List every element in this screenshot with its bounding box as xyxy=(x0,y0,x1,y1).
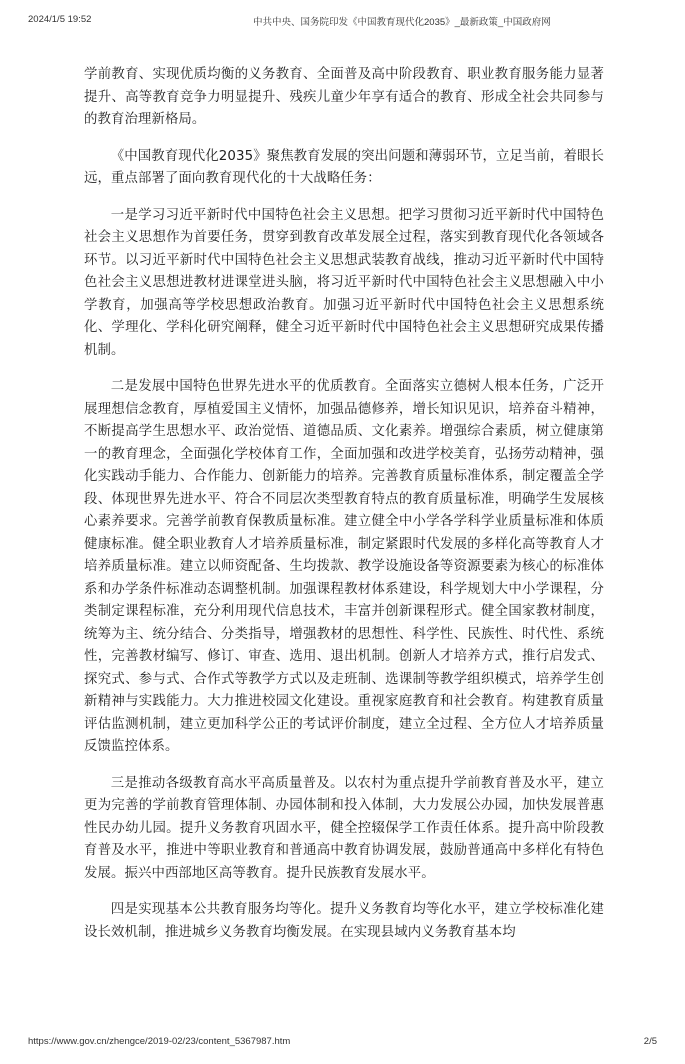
page-number: 2/5 xyxy=(643,1036,657,1047)
print-datetime: 2024/1/5 19:52 xyxy=(28,14,92,25)
paragraph-task-1: 一是学习习近平新时代中国特色社会主义思想。把学习贯彻习近平新时代中国特色社会主义思想作为首要任务，贯穿到教育改革发展全过程，落实到教育现代化各领域各环节。以习近平新时代中国特色社会主义思想武装教育战线，推动习近平新时代中国特色社会主义思想进教材进课堂进头脑，将习近平新时代中国特色社会主义思想融入中小学教育，加强高等学校思想政治教育。加强习近平新时代中国特色社会主义思想系统化、学理化、学科化研究阐释，健全习近平新时代中国特色社会主义思想研究成果传播机制。 xyxy=(84,207,604,358)
print-page-title: 中共中央、国务院印发《中国教育现代化2035》_最新政策_中国政府网 xyxy=(253,17,551,28)
paragraph-continuation: 学前教育、实现优质均衡的义务教育、全面普及高中阶段教育、职业教育服务能力显著提升、高等教育竞争力明显提升、残疾儿童少年享有适合的教育、形成全社会共同参与的教育治理新格局。 xyxy=(84,67,604,127)
paragraph-intro: 《中国教育现代化2035》聚焦教育发展的突出问题和薄弱环节，立足当前，着眼长远，重点部署了面向教育现代化的十大战略任务： xyxy=(84,148,604,186)
article-body xyxy=(84,64,604,958)
print-header xyxy=(28,14,657,30)
print-url: https://www.gov.cn/zhengce/2019-02/23/content_5367987.htm xyxy=(28,1036,291,1047)
paragraph-task-2: 二是发展中国特色世界先进水平的优质教育。全面落实立德树人根本任务，广泛开展理想信念教育，厚植爱国主义情怀，加强品德修养，增长知识见识，培养奋斗精神，不断提高学生思想水平、政治觉悟、道德品质、文化素养。增强综合素质，树立健康第一的教育理念，全面强化学校体育工作，全面加强和改进学校美育，弘扬劳动精神，强化实践动手能力、合作能力、创新能力的培养。完善教育质量标准体系，制定覆盖全学段、体现世界先进水平、符合不同层次类型教育特点的教育质量标准，明确学生发展核心素养要求。完善学前教育保教质量标准。建立健全中小学各学科学业质量标准和体质健康标准。健全职业教育人才培养质量标准，制定紧跟时代发展的多样化高等教育人才培养质量标准。建立以师资配备、生均拨款、教学设施设备等资源要素为核心的标准体系和办学条件标准动态调整机制。加强课程教材体系建设，科学规划大中小学课程，分类制定课程标准，充分利用现代信息技术，丰富并创新课程形式。健全国家教材制度，统筹为主、统分结合、分类指导，增强教材的思想性、科学性、民族性、时代性、系统性，完善教材编写、修订、审查、选用、退出机制。创新人才培养方式，推行启发式、探究式、参与式、合作式等教学方式以及走班制、选课制等教学组织模式，培养学生创新精神与实践能力。大力推进校园文化建设。重视家庭教育和社会教育。构建教育质量评估监测机制，建立更加科学公正的考试评价制度，建立全过程、全方位人才培养质量反馈监控体系。 xyxy=(84,379,604,754)
paragraph-task-3: 三是推动各级教育高水平高质量普及。以农村为重点提升学前教育普及水平，建立更为完善的学前教育管理体制、办园体制和投入体制，大力发展公办园，加快发展普惠性民办幼儿园。提升义务教育巩固水平，健全控辍保学工作责任体系。提升高中阶段教育普及水平，推进中等职业教育和普通高中教育协调发展，鼓励普通高中多样化有特色发展。振兴中西部地区高等教育。提升民族教育发展水平。 xyxy=(84,775,604,881)
paragraph-task-4: 四是实现基本公共教育服务均等化。提升义务教育均等化水平，建立学校标准化建设长效机制，推进城乡义务教育均衡发展。在实现县域内义务教育基本均 xyxy=(84,902,604,940)
print-footer xyxy=(28,1036,657,1050)
